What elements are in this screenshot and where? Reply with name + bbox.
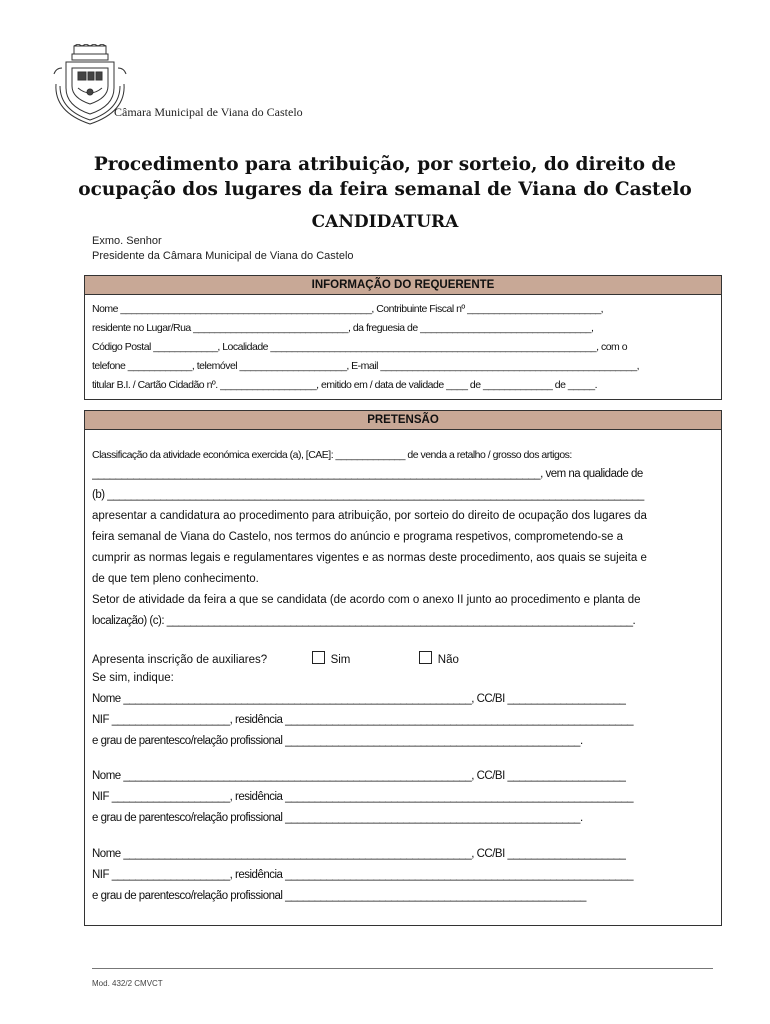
nao-label: Não — [437, 654, 459, 666]
id-card-field[interactable]: titular B.I. / Cartão Cidadão nº. __________________, emitido em / data de validade ____ de _____________ de _____. — [92, 379, 598, 391]
document-title — [60, 152, 710, 202]
declaration-line-4: de que tem pleno conhecimento. — [92, 573, 259, 585]
postal-code-locality-field[interactable]: Código Postal ____________, Localidade _____________________________________________________________, com o — [92, 341, 628, 353]
aux1-nif-field[interactable]: NIF ____________________, residência ___________________________________________________________ — [92, 714, 633, 726]
aux1-relation-field[interactable]: e grau de parentesco/relação profissional __________________________________________________. — [92, 735, 583, 747]
cae-field[interactable]: Classificação da atividade económica exercida (a), [CAE]: _____________ de venda a retalho / grosso dos artigos: — [92, 449, 572, 461]
nao-checkbox[interactable] — [419, 651, 432, 664]
footer-divider — [92, 968, 713, 969]
aux2-relation-field[interactable]: e grau de parentesco/relação profissional __________________________________________________. — [92, 812, 583, 824]
name-nif-field[interactable]: Nome _______________________________________________, Contribuinte Fiscal nº _________________________, — [92, 303, 604, 315]
title-line-1: Procedimento para atribuição, por sorteio, do direito de — [93, 154, 677, 175]
organization-name: Câmara Municipal de Viana do Castelo — [114, 105, 303, 119]
phone-email-field[interactable]: telefone ____________, telemóvel ____________________, E-mail ________________________________________________, — [92, 360, 640, 372]
auxiliaries-question: Apresenta inscrição de auxiliares? — [92, 654, 268, 666]
sim-checkbox[interactable] — [312, 651, 325, 664]
applicant-info-section — [84, 275, 722, 400]
aux3-nif-field[interactable]: NIF ____________________, residência ___________________________________________________________ — [92, 869, 633, 881]
addressee-line-2: Presidente da Câmara Municipal de Viana do Castelo — [92, 250, 354, 262]
address-parish-field[interactable]: residente no Lugar/Rua _____________________________, da freguesia de ________________________________, — [92, 322, 594, 334]
applicant-info-heading: INFORMAÇÃO DO REQUERENTE — [85, 276, 721, 295]
articles-field[interactable]: ____________________________________________________________________________, vem na qualidade de — [92, 468, 643, 480]
aux3-name-field[interactable]: Nome ___________________________________________________________, CC/BI ____________________ — [92, 848, 626, 860]
sim-label: Sim — [330, 654, 351, 666]
declaration-line-1: apresentar a candidatura ao procedimento para atribuição, por sorteio do direito de ocupação dos lugares da — [92, 510, 647, 522]
sector-field[interactable]: localização) (c): _______________________________________________________________________________. — [92, 615, 636, 627]
aux2-name-field[interactable]: Nome ___________________________________________________________, CC/BI ____________________ — [92, 770, 626, 782]
form-model-code: Mod. 432/2 CMVCT — [92, 979, 163, 988]
request-heading: PRETENSÃO — [85, 411, 721, 430]
sector-line: Setor de atividade da feira a que se candidata (de acordo com o anexo II junto ao procedimento e planta de — [92, 594, 641, 606]
if-yes-label: Se sim, indique: — [92, 672, 174, 684]
document-subtitle: CANDIDATURA — [311, 212, 459, 232]
quality-field[interactable]: (b) ___________________________________________________________________________________________ — [92, 489, 644, 501]
aux2-nif-field[interactable]: NIF ____________________, residência ___________________________________________________________ — [92, 791, 633, 803]
addressee-line-1: Exmo. Senhor — [92, 235, 162, 247]
request-section — [84, 410, 722, 926]
aux1-name-field[interactable]: Nome ___________________________________________________________, CC/BI ____________________ — [92, 693, 626, 705]
declaration-line-3: cumprir as normas legais e regulamentares vigentes e as normas deste procedimento, aos quais se sujeita e — [92, 552, 647, 564]
auxiliaries-question-row — [92, 651, 716, 666]
title-line-2: ocupação dos lugares da feira semanal de Viana do Castelo — [78, 179, 692, 200]
declaration-line-2: feira semanal de Viana do Castelo, nos termos do anúncio e programa respetivos, comprometendo-se a — [92, 531, 623, 543]
aux3-relation-field[interactable]: e grau de parentesco/relação profissional ___________________________________________________ — [92, 890, 586, 902]
